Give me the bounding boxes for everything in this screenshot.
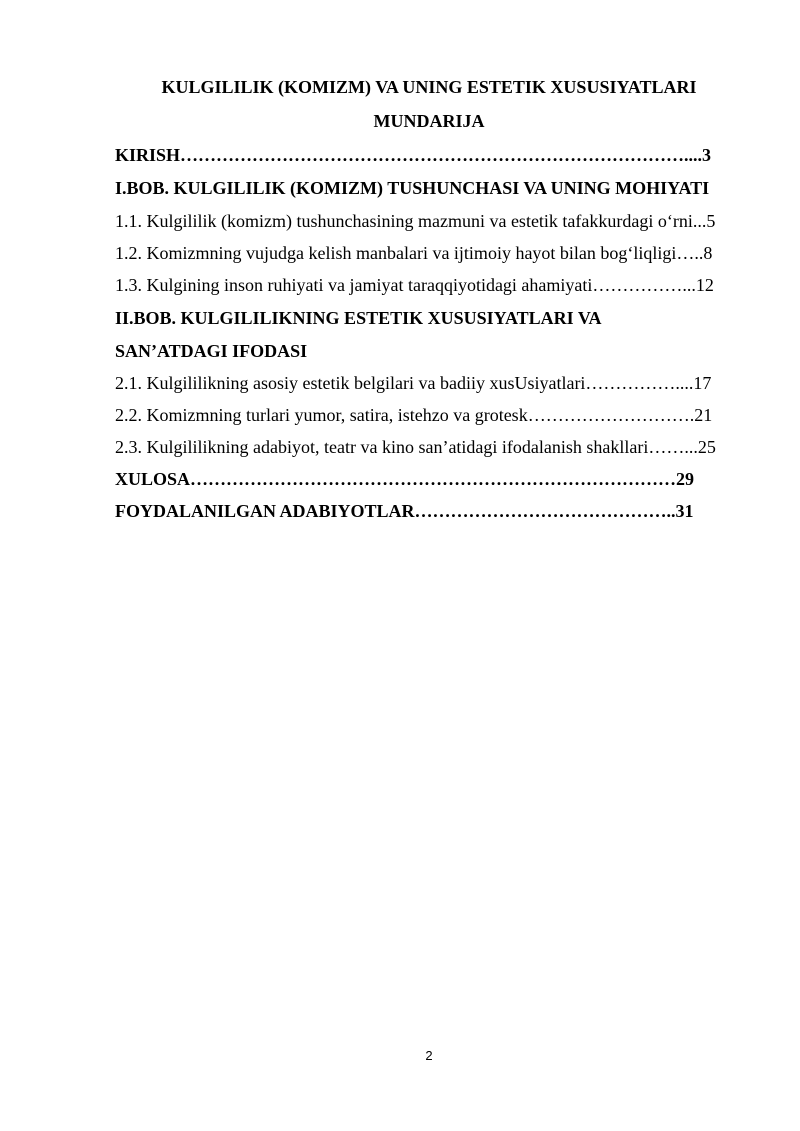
- toc-chapter-2-line-2: SAN’ATDAGI IFODASI: [115, 341, 308, 361]
- toc-entry-1-2: 1.2. Komizmning vujudga kelish manbalari va ijtimoiy hayot bilan bog‘liqligi…..8: [115, 243, 713, 263]
- toc-entry-references: FOYDALANILGAN ADABIYOTLAR……………………………………..31: [115, 501, 694, 521]
- toc-entry-2-3: 2.3. Kulgililikning adabiyot, teatr va kino san’atidagi ifodalanish shakllari……...25: [115, 437, 716, 457]
- toc-entry-introduction: KIRISH…………………………………………………………………………....3: [115, 145, 712, 165]
- toc-entry-1-1: 1.1. Kulgililik (komizm) tushunchasining mazmuni va estetik tafakkurdagi o‘rni...5: [115, 211, 716, 231]
- page-number: 2: [425, 1048, 433, 1063]
- toc-chapter-2-line-1: II.BOB. KULGILILIKNING ESTETIK XUSUSIYATLARI VA: [115, 308, 602, 328]
- toc-entry-2-2: 2.2. Komizmning turlari yumor, satira, istehzo va grotesk……………………….21: [115, 405, 713, 425]
- document-title: KULGILILIK (KOMIZM) VA UNING ESTETIK XUSUSIYATLARI: [161, 77, 697, 97]
- toc-chapter-1: I.BOB. KULGILILIK (KOMIZM) TUSHUNCHASI VA UNING MOHIYATI: [115, 178, 710, 198]
- toc-entry-1-3: 1.3. Kulgining inson ruhiyati va jamiyat taraqqiyotidagi ahamiyati……………...12: [115, 275, 714, 295]
- toc-entry-conclusion: XULOSA………………………………………………………………………29: [115, 469, 695, 489]
- toc-heading: MUNDARIJA: [373, 111, 485, 131]
- toc-entry-2-1: 2.1. Kulgililikning asosiy estetik belgilari va badiiy xusUsiyatlari……………....17: [115, 373, 712, 393]
